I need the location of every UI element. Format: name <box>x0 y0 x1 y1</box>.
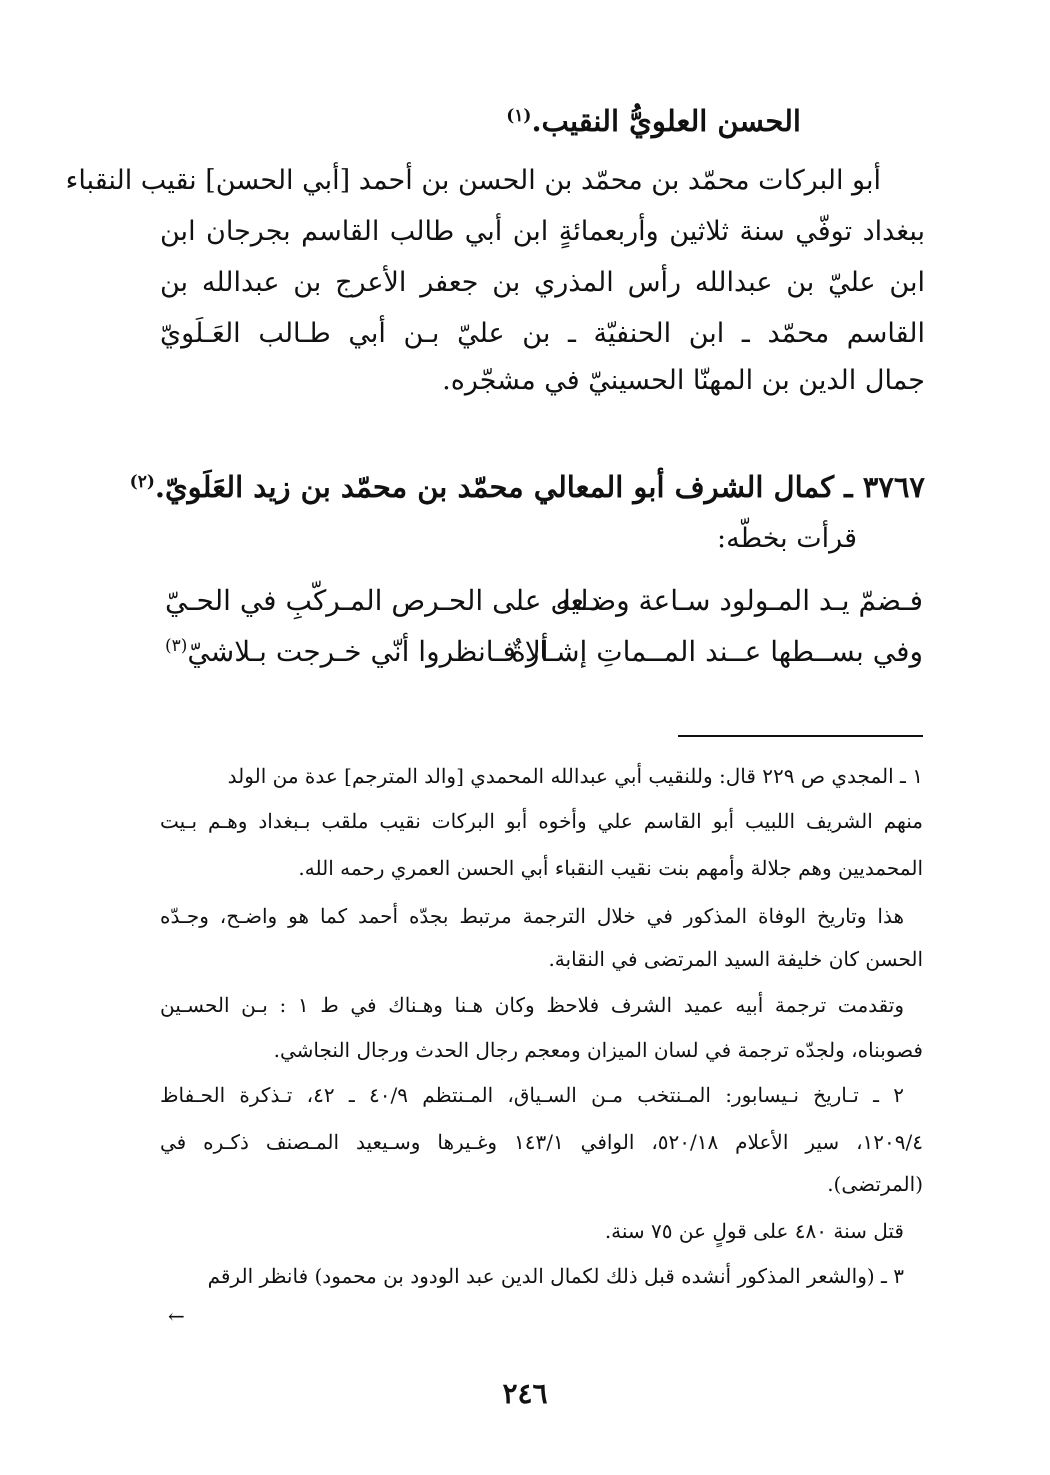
footnote-ref-1: (١) <box>506 106 532 126</box>
previous-entry-tail-text: الحسن العلويُّ النقيب. <box>531 104 801 138</box>
footnote-line-5: الحسن كان خليفة السيد المرتضى في النقابة. <box>548 947 923 971</box>
footnote-line-8: ٢ ـ تـاريخ نـيسابور: المـنتخب مـن السـياق، المـنتظم ٤٠/٩ ـ ٤٢، تـذكرة الحـفاظ <box>160 1083 904 1107</box>
entry-heading <box>130 464 925 510</box>
footnote-line-2: منهم الشريف اللبيب أبو القاسم علي وأخوه أبو البركات نقيب ملقب بـبغداد وهـم بـيت <box>160 809 923 833</box>
verse-2-second-hemistich <box>165 629 549 675</box>
verse-1-second-hemistich: دليل على الحـرص المـركّبِ في الحـيّ <box>165 584 601 617</box>
verse-2-first-hemistich: وفي بســطها عــند المــماتِ إشـارةٌ <box>511 635 923 668</box>
footnote-line-11: قتل سنة ٤٨٠ على قولٍ عن ٧٥ سنة. <box>604 1219 904 1243</box>
footnote-separator <box>678 735 923 737</box>
verse-2-second-hemistich-text: ألا فـانظروا أنّي خـرجت بـلاشيّ <box>187 635 549 668</box>
footnote-line-9: ١٢٠٩/٤، سير الأعلام ٥٢٠/١٨، الوافي ١٤٣/١ وغـيرها وسـيعيد المـصنف ذكـره في <box>160 1130 923 1154</box>
footnote-line-4: هذا وتاريخ الوفاة المذكور في خلال الترجمة مرتبط بجدّه أحمد كما هو واضـح، وجـدّه <box>160 904 904 928</box>
continue-arrow-icon: ← <box>168 1304 185 1328</box>
footnote-line-3: المحمديين وهم جلالة وأمهم بنت نقيب النقباء أبي الحسن العمري رحمه الله. <box>298 856 923 880</box>
footnote-line-10: (المرتضى). <box>827 1172 923 1196</box>
previous-entry-tail <box>506 98 801 144</box>
footnote-line-7: فصوبناه، ولجدّه ترجمة في لسان الميزان ومعجم رجال الحدث ورجال النجاشي. <box>273 1038 923 1062</box>
footnote-ref-3: (٣) <box>165 636 188 656</box>
page-number: ٢٤٦ <box>502 1377 548 1410</box>
footnote-ref-2: (٢) <box>129 472 155 492</box>
read-in-handwriting-line: قرأت بخطّه: <box>717 523 857 554</box>
footnote-line-1: ١ ـ المجدي ص ٢٢٩ قال: وللنقيب أبي عبدالله المحمدي [والد المترجم] عدة من الولد <box>227 764 923 788</box>
verse-1-first-hemistich: فـضمّ يـد المـولود سـاعة وضـعه <box>555 584 923 617</box>
entry-heading-text: ٣٧٦٧ ـ كمال الشرف أبو المعالي محمّد بن محمّد بن زيد العَلَويّ. <box>154 470 925 504</box>
paragraph-line-5: جمال الدين بن المهنّا الحسينيّ في مشجّره. <box>442 365 925 396</box>
footnote-line-6: وتقدمت ترجمة أبيه عميد الشرف فلاحظ وكان هـنا وهـناك في ط ١ : بـن الحسـين <box>160 993 904 1017</box>
footnote-line-12: ٣ ـ (والشعر المذكور أنشده قبل ذلك لكمال الدين عبد الودود بن محمود) فانظر الرقم <box>207 1264 904 1288</box>
paragraph-line-3: ابن عليّ بن عبدالله رأس المذري بن جعفر الأعرج بن عبدالله بن <box>160 267 925 298</box>
paragraph-line-2: ببغداد توفّي سنة ثلاثين وأربعمائةٍ ابن أبي طالب القاسم بجرجان ابن <box>160 216 925 247</box>
paragraph-line-1: أبو البركات محمّد بن محمّد بن الحسن بن أحمد [أبي الحسن] نقيب النقباء <box>65 165 881 196</box>
paragraph-line-4: القاسم محمّد ـ ابن الحنفيّة ـ بن عليّ بـن أبي طـالب العَـلَويّ <box>160 318 925 349</box>
